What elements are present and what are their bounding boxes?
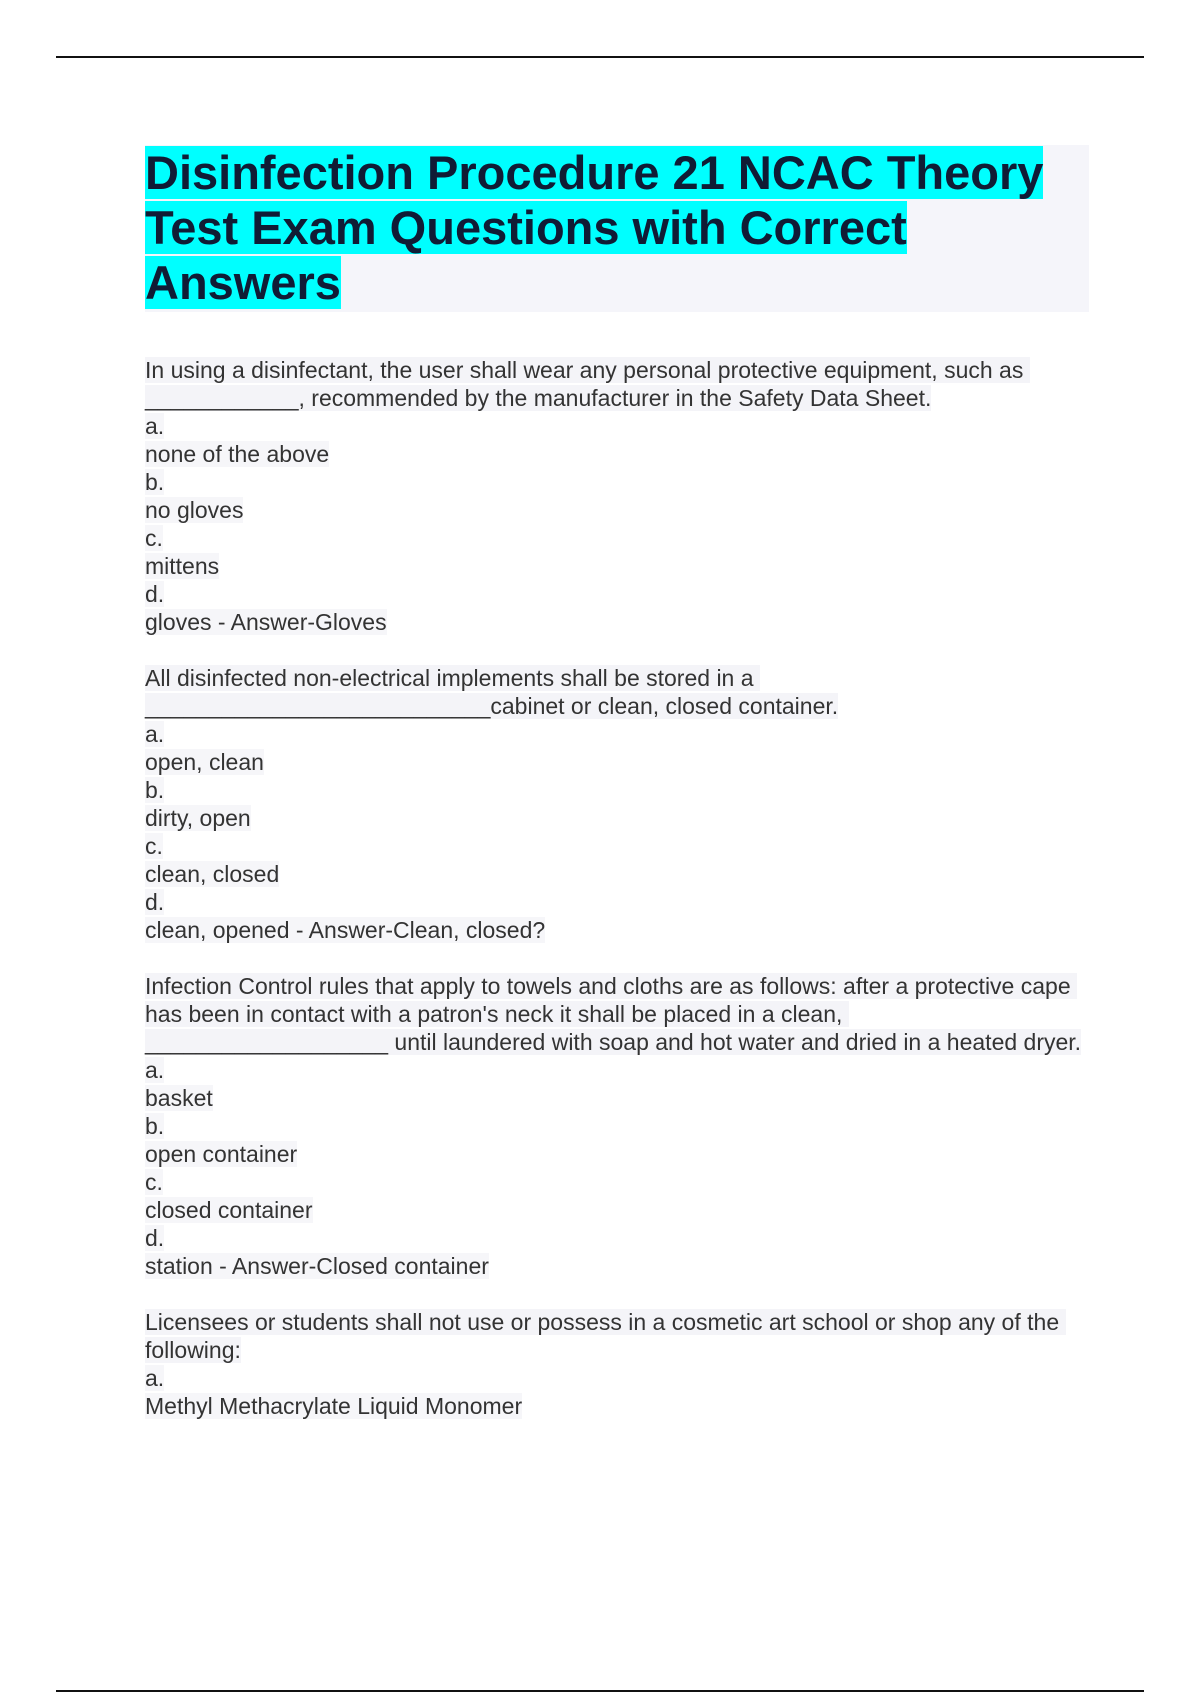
- option-letter: d.: [145, 581, 165, 607]
- option-letter: a.: [145, 1057, 165, 1083]
- document-title: Disinfection Procedure 21 NCAC Theory Test Exam Questions with Correct Answers: [145, 146, 1044, 309]
- option-text-with-answer: gloves - Answer-Gloves: [145, 609, 387, 635]
- document-content: [145, 145, 1089, 1448]
- title-block: [145, 145, 1089, 312]
- option-letter: a.: [145, 413, 165, 439]
- option-letter: a.: [145, 1365, 165, 1391]
- question-text: Licensees or students shall not use or possess in a cosmetic art school or shop any of the following:: [145, 1309, 1066, 1363]
- question-text: In using a disinfectant, the user shall wear any personal protective equipment, such as ____________, recommended by the manufacturer in the Safety Data Sheet.: [145, 357, 1030, 411]
- option-text: open, clean: [145, 749, 264, 775]
- option-letter: d.: [145, 1225, 165, 1251]
- option-text: open container: [145, 1141, 298, 1167]
- option-letter: b.: [145, 469, 165, 495]
- option-letter: b.: [145, 1113, 165, 1139]
- option-letter: c.: [145, 833, 163, 859]
- option-letter: a.: [145, 721, 165, 747]
- option-text: dirty, open: [145, 805, 251, 831]
- option-text-with-answer: station - Answer-Closed container: [145, 1253, 489, 1279]
- option-letter: b.: [145, 777, 165, 803]
- option-text-with-answer: clean, opened - Answer-Clean, closed?: [145, 917, 546, 943]
- question-text: Infection Control rules that apply to towels and cloths are as follows: after a protective cape has been in contact with a patron's neck it shall be placed in a clean, ___________________ until laundered with soap and hot water and dried in a heated dryer.: [145, 973, 1082, 1055]
- option-letter: d.: [145, 889, 165, 915]
- option-text: mittens: [145, 553, 220, 579]
- question-4: [145, 1308, 1089, 1420]
- top-rule: [56, 56, 1144, 58]
- question-3: [145, 972, 1089, 1280]
- option-text: closed container: [145, 1197, 313, 1223]
- option-text: Methyl Methacrylate Liquid Monomer: [145, 1393, 523, 1419]
- option-letter: c.: [145, 525, 163, 551]
- bottom-rule: [56, 1690, 1144, 1692]
- option-text: no gloves: [145, 497, 244, 523]
- option-text: clean, closed: [145, 861, 280, 887]
- option-text: none of the above: [145, 441, 330, 467]
- question-text: All disinfected non-electrical implements shall be stored in a ___________________________cabinet or clean, closed container.: [145, 665, 839, 719]
- question-2: [145, 664, 1089, 944]
- question-1: [145, 356, 1089, 636]
- option-letter: c.: [145, 1169, 163, 1195]
- option-text: basket: [145, 1085, 213, 1111]
